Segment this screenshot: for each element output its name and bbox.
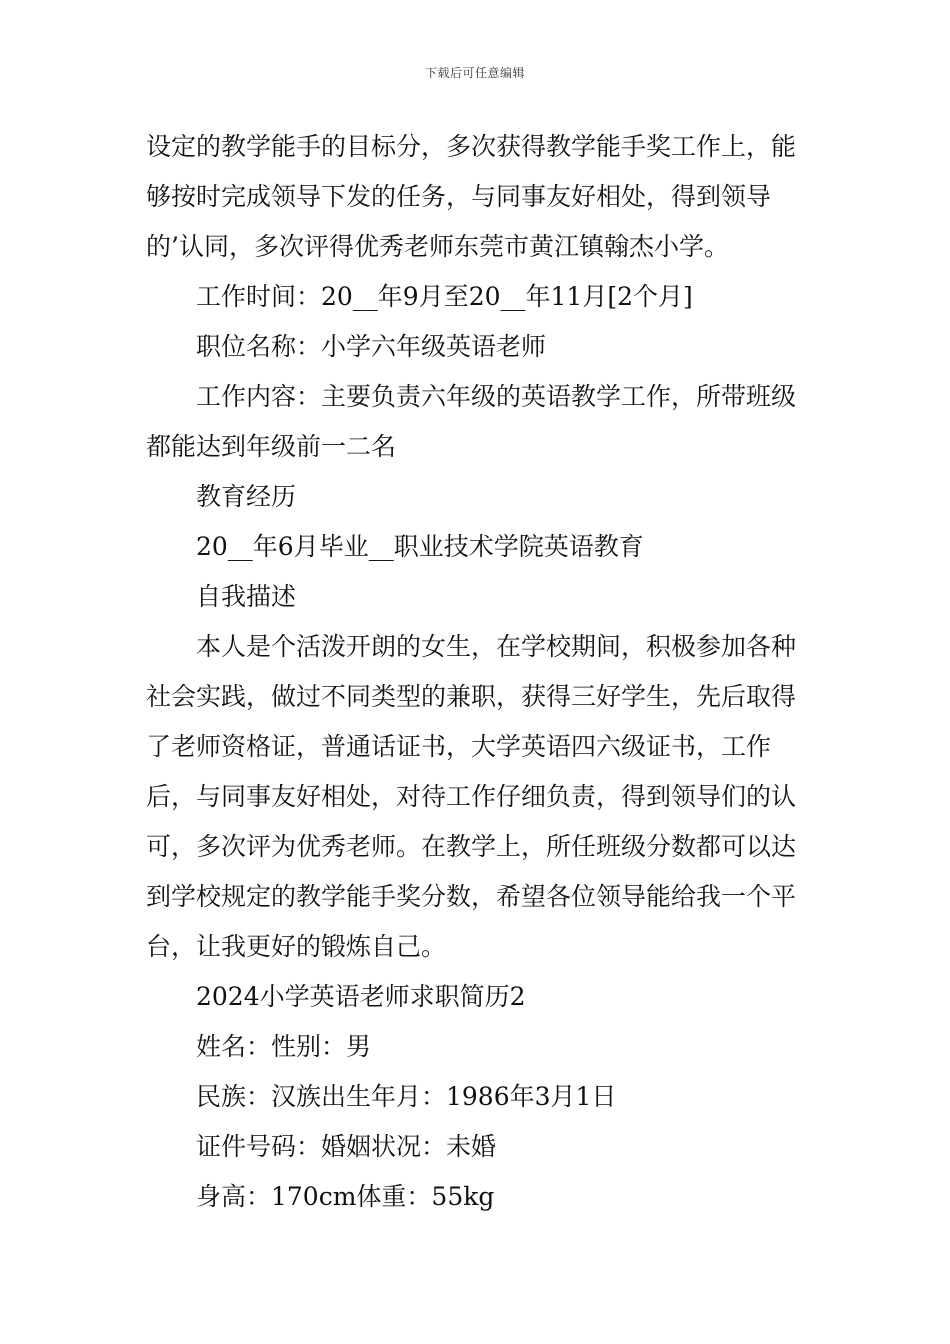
heading-resume-2: 2024小学英语老师求职简历2 <box>196 982 526 1011</box>
paragraph-id-marital: 证件号码：婚姻状况：未婚 <box>196 1132 497 1161</box>
heading-education: 教育经历 <box>196 482 297 511</box>
paragraph-name-gender: 姓名：性别：男 <box>196 1032 372 1061</box>
paragraph-ethnicity-birth: 民族：汉族出生年月：1986年3月1日 <box>196 1082 617 1111</box>
page-header: 下载后可任意编辑 <box>424 66 525 80</box>
paragraph-work-time: 工作时间：20__年9月至20__年11月[2个月] <box>196 282 693 311</box>
heading-self-description: 自我描述 <box>196 582 297 611</box>
paragraph-job-content: 工作内容：主要负责六年级的英语教学工作，所带班级都能达到年级前一二名 <box>146 382 797 461</box>
document-body <box>146 122 808 1222</box>
paragraph-continued: 设定的教学能手的目标分，多次获得教学能手奖工作上，能够按时完成领导下发的任务，与同事友好相处，得到领导的’认同，多次评得优秀老师东莞市黄江镇翰杰小学。 <box>146 132 797 261</box>
paragraph-self-description: 本人是个活泼开朗的女生，在学校期间，积极参加各种社会实践，做过不同类型的兼职，获得三好学生，先后取得了老师资格证，普通话证书，大学英语四六级证书，工作后，与同事友好相处，对待工作仔细负责，得到领导们的认可，多次评为优秀老师。在教学上，所任班级分数都可以达到学校规定的教学能手奖分数，希望各位领导能给我一个平台，让我更好的锻炼自己。 <box>146 632 797 961</box>
paragraph-height-weight: 身高：170cm体重：55kg <box>196 1182 495 1211</box>
paragraph-graduation: 20__年6月毕业__职业技术学院英语教育 <box>196 532 644 561</box>
paragraph-job-title: 职位名称：小学六年级英语老师 <box>196 332 547 361</box>
